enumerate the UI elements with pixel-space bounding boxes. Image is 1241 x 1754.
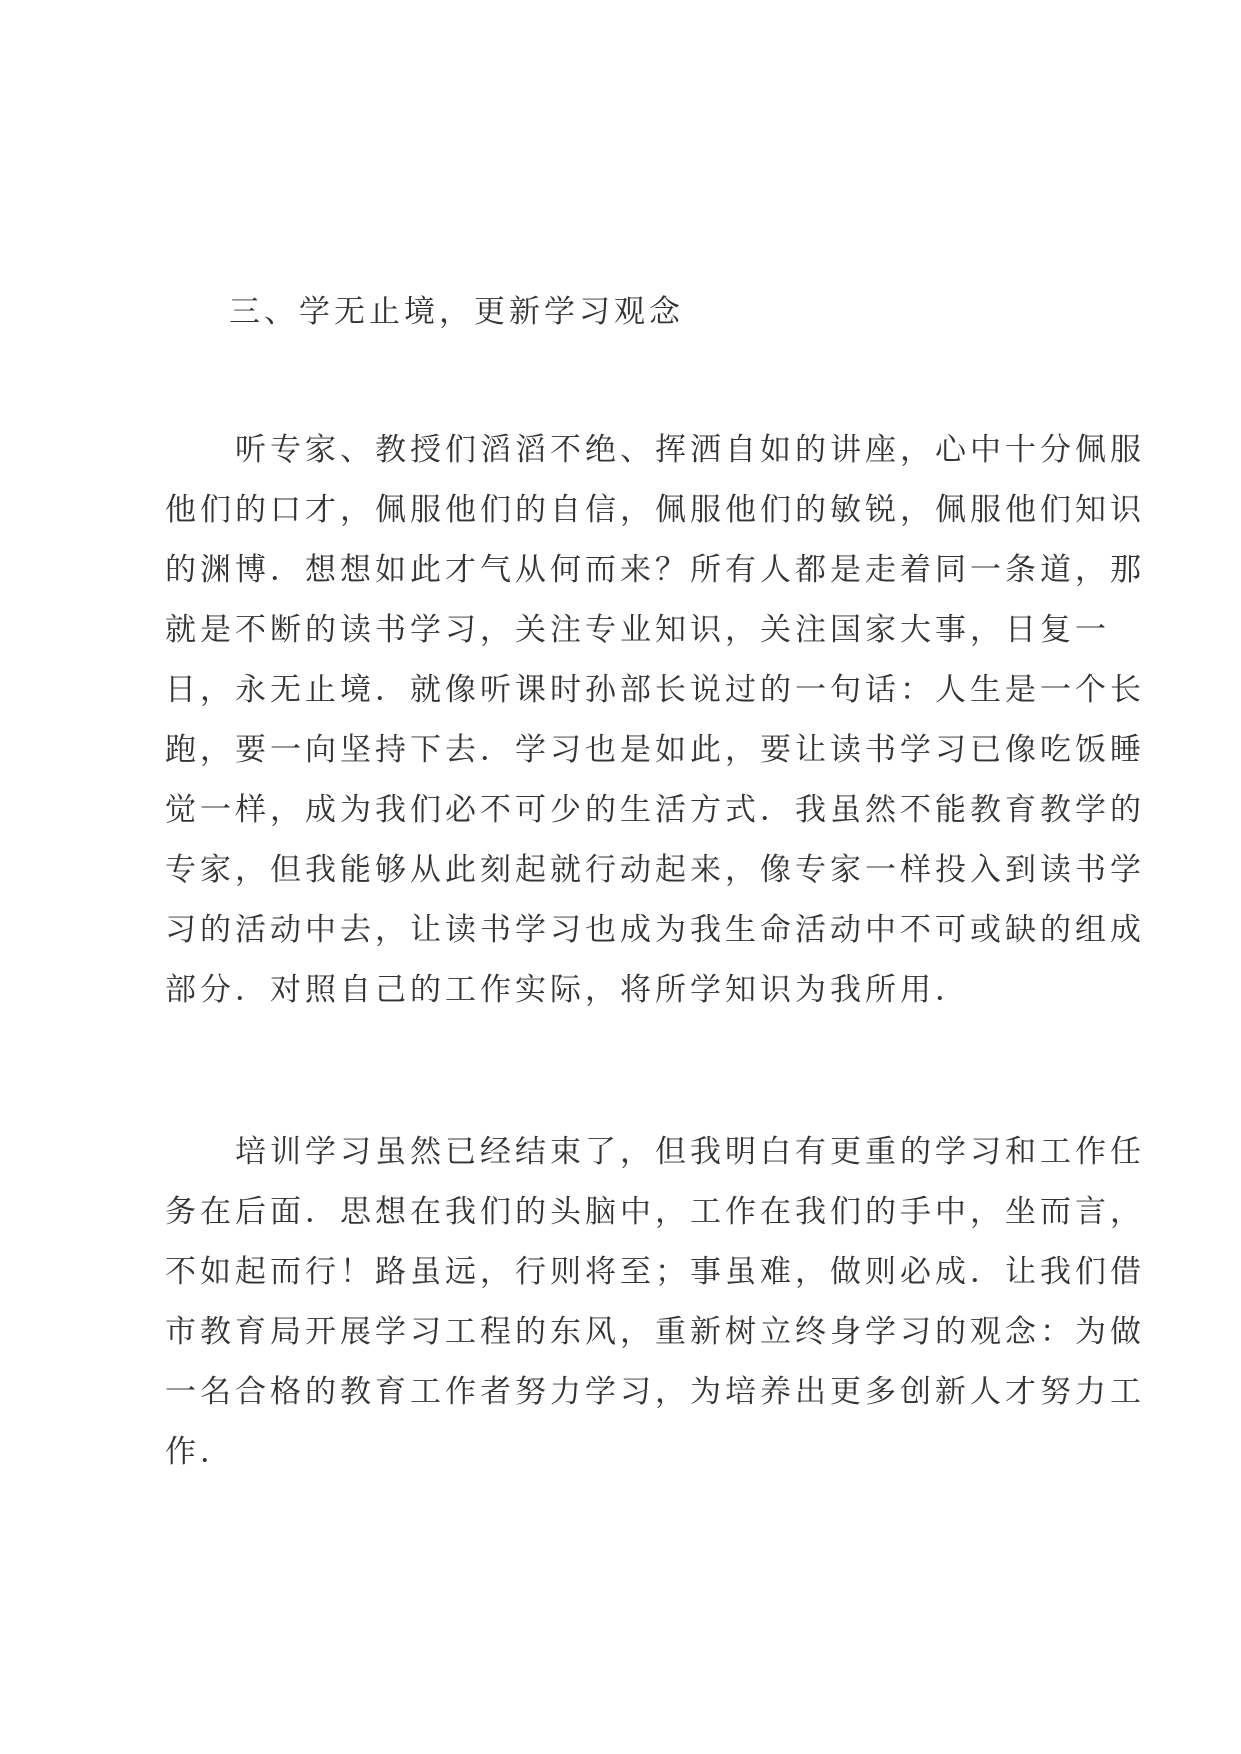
paragraph-line: 培训学习虽然已经结束了，但我明白有更重的学习和工作任	[165, 1134, 1145, 1170]
paragraph-line: 习的活动中去，让读书学习也成为我生命活动中不可或缺的组成	[165, 912, 1145, 948]
paragraph-line: 日，永无止境．就像听课时孙部长说过的一句话：人生是一个长	[165, 672, 1145, 708]
paragraph-line: 专家，但我能够从此刻起就行动起来，像专家一样投入到读书学	[165, 852, 1145, 888]
paragraph-line: 不如起而行！路虽远，行则将至；事虽难，做则必成．让我们借	[165, 1254, 1145, 1290]
paragraph-line: 作．	[165, 1434, 235, 1470]
paragraph-line: 务在后面．思想在我们的头脑中，工作在我们的手中，坐而言，	[165, 1194, 1145, 1230]
paragraph-2	[165, 1122, 1145, 1482]
paragraph-line: 觉一样，成为我们必不可少的生活方式．我虽然不能教育教学的	[165, 792, 1145, 828]
paragraph-line: 市教育局开展学习工程的东风，重新树立终身学习的观念：为做	[165, 1314, 1145, 1350]
paragraph-1	[165, 420, 1145, 1020]
paragraph-line: 跑，要一向坚持下去．学习也是如此，要让读书学习已像吃饭睡	[165, 732, 1145, 768]
paragraph-line: 他们的口才，佩服他们的自信，佩服他们的敏锐，佩服他们知识	[165, 492, 1145, 528]
paragraph-line: 的渊博．想想如此才气从何而来？所有人都是走着同一条道，那	[165, 552, 1145, 588]
paragraph-line: 听专家、教授们滔滔不绝、挥洒自如的讲座，心中十分佩服	[165, 432, 1145, 468]
paragraph-line: 一名合格的教育工作者努力学习，为培养出更多创新人才努力工	[165, 1374, 1145, 1410]
paragraph-line: 部分．对照自己的工作实际，将所学知识为我所用．	[165, 972, 970, 1008]
section-heading: 三、学无止境，更新学习观念	[229, 294, 684, 330]
paragraph-line: 就是不断的读书学习，关注专业知识，关注国家大事，日复一	[165, 612, 1110, 648]
